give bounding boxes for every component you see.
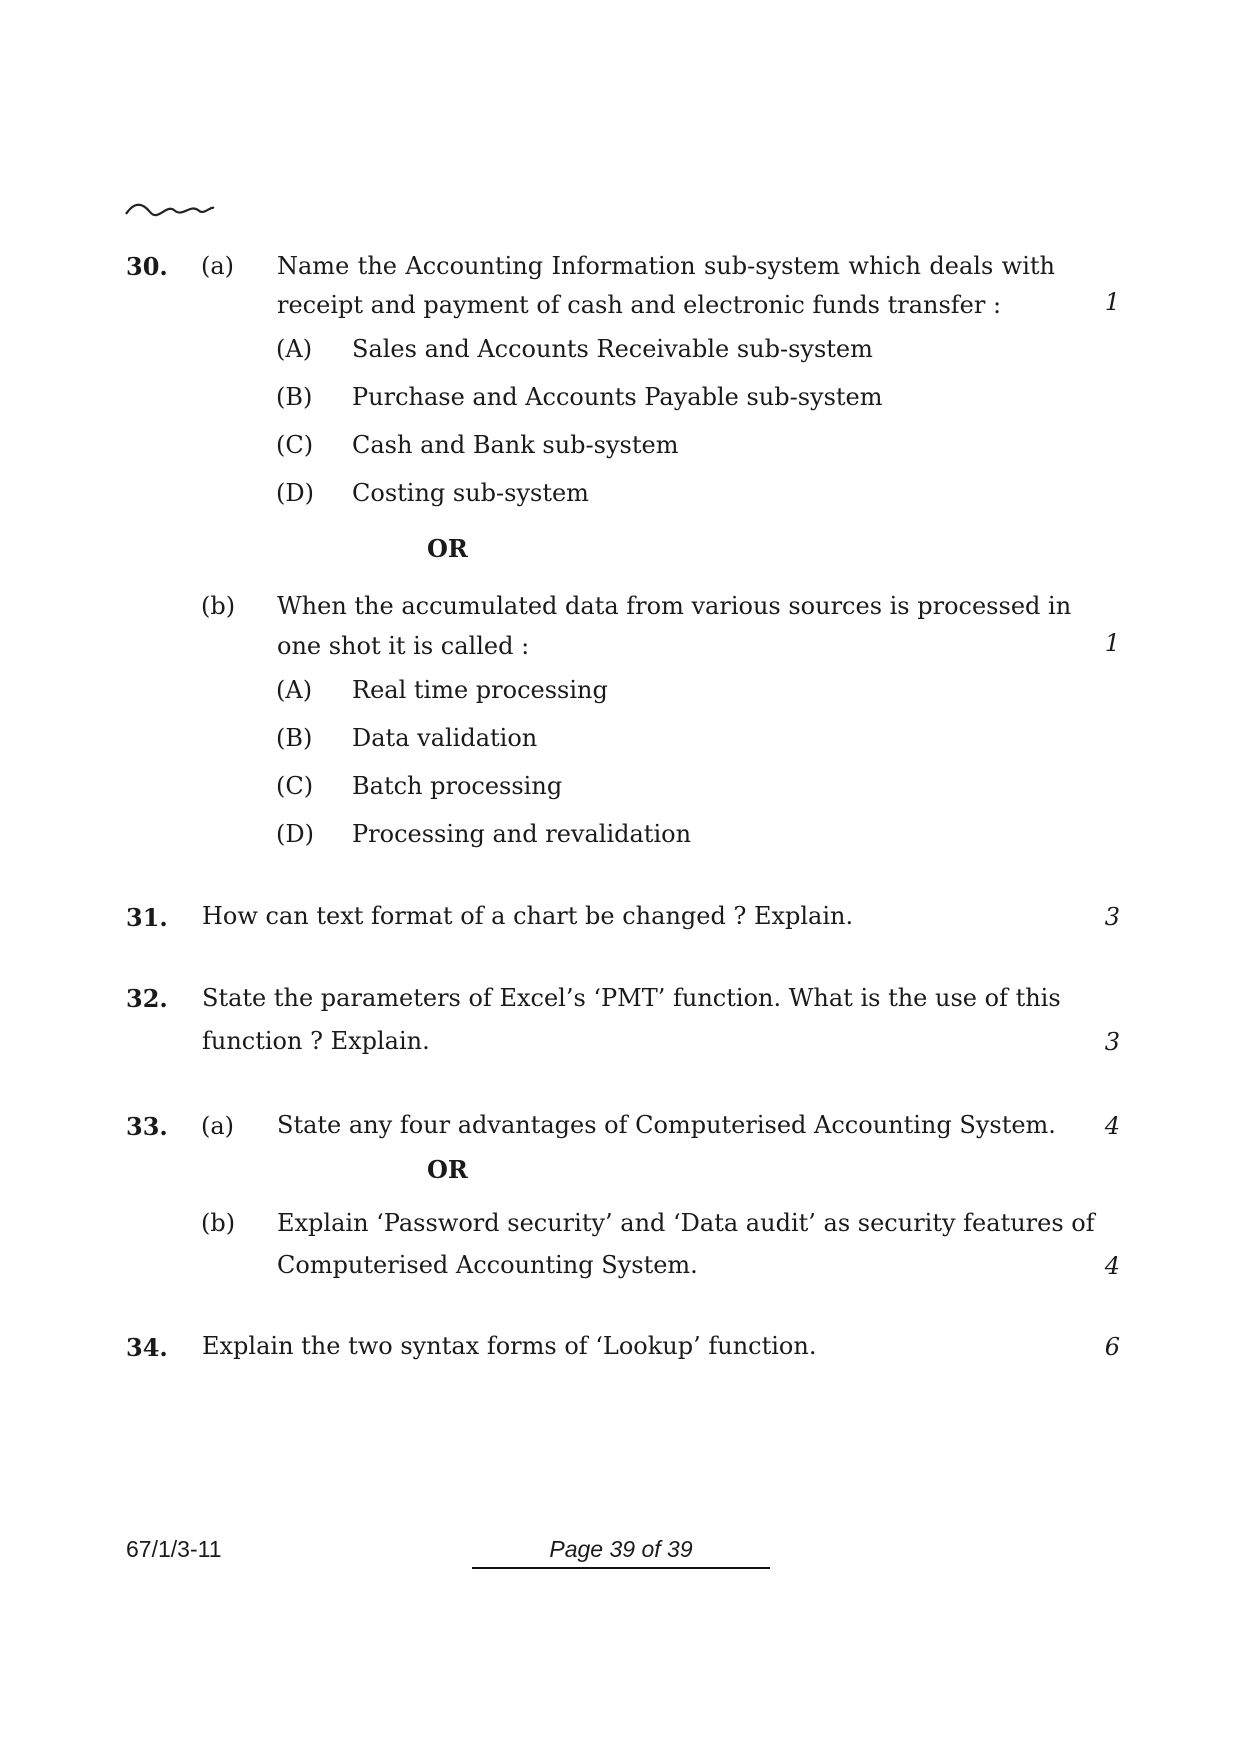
squiggle-decoration (124, 200, 216, 222)
marks: 3 (1104, 1028, 1120, 1056)
option-text: Costing sub-system (352, 479, 589, 507)
marks: 3 (1104, 903, 1120, 931)
option-label: (A) (276, 335, 313, 363)
option-label: (B) (276, 724, 313, 752)
option-label: (D) (276, 820, 314, 848)
question-text-line: Name the Accounting Information sub-system which deals with (277, 252, 1055, 280)
question-text-line: Computerised Accounting System. (277, 1251, 698, 1279)
option-text: Sales and Accounts Receivable sub-system (352, 335, 873, 363)
option-text: Cash and Bank sub-system (352, 431, 679, 459)
question-number: 32. (126, 984, 168, 1013)
option-text: Real time processing (352, 676, 608, 704)
question-text-line: function ? Explain. (202, 1027, 430, 1055)
option-text: Batch processing (352, 772, 563, 800)
marks: 1 (1104, 629, 1120, 657)
part-label: (a) (201, 252, 235, 280)
option-text: Data validation (352, 724, 538, 752)
question-text-line: one shot it is called : (277, 632, 530, 660)
part-label: (b) (201, 1209, 236, 1237)
option-label: (B) (276, 383, 313, 411)
paper-code: 67/1/3-11 (126, 1536, 222, 1562)
option-text: Purchase and Accounts Payable sub-system (352, 383, 883, 411)
marks: 4 (1104, 1252, 1120, 1280)
question-text-line: Explain ‘Password security’ and ‘Data audit’ as security features of (277, 1209, 1095, 1237)
question-text-line: Explain the two syntax forms of ‘Lookup’ function. (202, 1332, 817, 1360)
question-text-line: When the accumulated data from various sources is processed in (277, 592, 1072, 620)
part-label: (b) (201, 592, 236, 620)
question-number: 33. (126, 1112, 168, 1141)
or-separator: OR (427, 534, 468, 563)
option-label: (D) (276, 479, 314, 507)
question-text-line: State the parameters of Excel’s ‘PMT’ function. What is the use of this (202, 984, 1061, 1012)
option-label: (A) (276, 676, 313, 704)
question-number: 34. (126, 1333, 168, 1362)
question-text-line: How can text format of a chart be changed ? Explain. (202, 902, 854, 930)
part-label: (a) (201, 1112, 235, 1140)
option-label: (C) (276, 431, 314, 459)
marks: 4 (1104, 1112, 1120, 1140)
marks: 1 (1104, 288, 1120, 316)
question-number: 31. (126, 903, 168, 932)
marks: 6 (1104, 1333, 1120, 1361)
or-separator: OR (427, 1155, 468, 1184)
question-text-line: State any four advantages of Computerised Accounting System. (277, 1111, 1056, 1139)
option-text: Processing and revalidation (352, 820, 692, 848)
page-number: Page 39 of 39 (472, 1536, 770, 1569)
option-label: (C) (276, 772, 314, 800)
question-number: 30. (126, 252, 168, 281)
question-text-line: receipt and payment of cash and electronic funds transfer : (277, 291, 1002, 319)
